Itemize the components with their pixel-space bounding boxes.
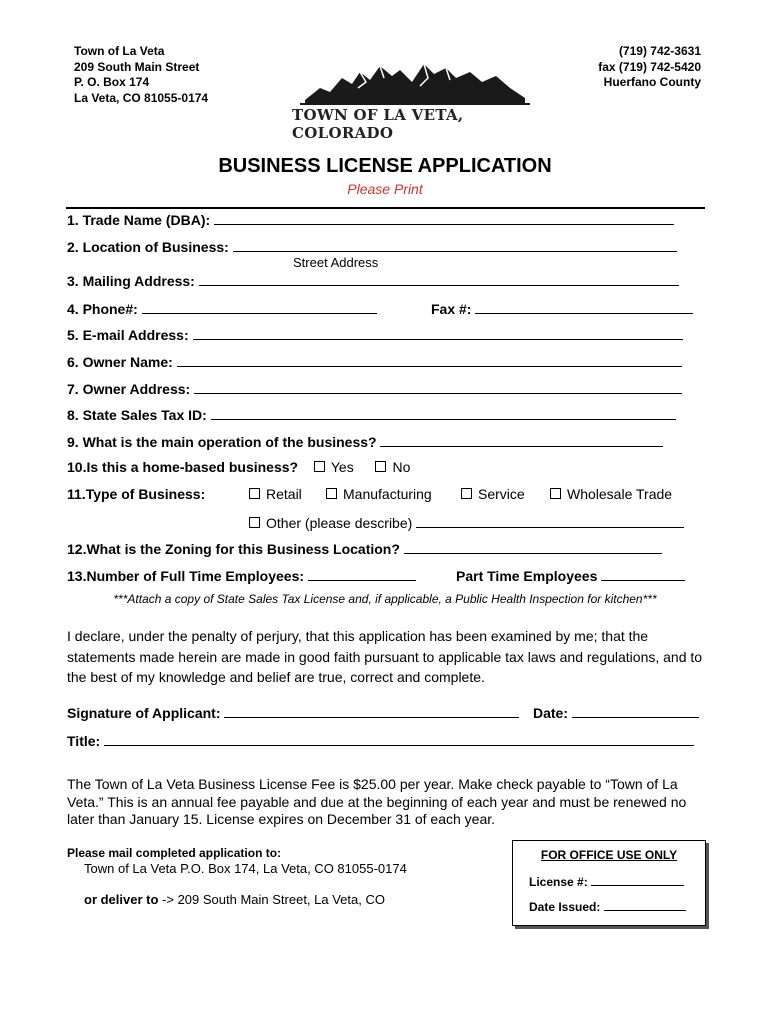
fax-row bbox=[431, 299, 693, 317]
page-title: BUSINESS LICENSE APPLICATION bbox=[218, 155, 552, 177]
license-number-label: License #: bbox=[529, 875, 588, 889]
sales-tax-field[interactable] bbox=[211, 405, 676, 420]
checkbox-icon bbox=[375, 461, 386, 472]
deliver-address: -> 209 South Main Street, La Veta, CO bbox=[158, 892, 385, 907]
checkbox-icon bbox=[314, 461, 325, 472]
mailing-label: 3. Mailing Address: bbox=[67, 273, 195, 289]
title-row bbox=[67, 731, 694, 749]
location-field[interactable] bbox=[233, 237, 677, 252]
po-box: P. O. Box 174 bbox=[74, 75, 150, 89]
operation-row bbox=[67, 432, 663, 450]
license-number-field[interactable] bbox=[591, 874, 684, 886]
date-label: Date: bbox=[533, 705, 569, 721]
part-time-field[interactable] bbox=[601, 566, 685, 581]
phone-row bbox=[67, 299, 377, 317]
mail-address: Town of La Veta P.O. Box 174, La Veta, CO 81055-0174 bbox=[84, 861, 407, 876]
title-field[interactable] bbox=[104, 731, 694, 746]
town-name: Town of La Veta bbox=[74, 44, 165, 58]
fax-label: Fax #: bbox=[431, 301, 472, 317]
county: Huerfano County bbox=[603, 75, 701, 89]
fax-field[interactable] bbox=[475, 299, 693, 314]
checkbox-icon bbox=[249, 488, 260, 499]
phone-label: 4. Phone#: bbox=[67, 301, 138, 317]
owner-address-row bbox=[67, 379, 682, 397]
town-address-block bbox=[74, 44, 208, 106]
street-address: 209 South Main Street bbox=[74, 59, 200, 74]
contact-block bbox=[598, 44, 701, 91]
owner-address-field[interactable] bbox=[194, 379, 682, 394]
home-based-row bbox=[67, 459, 410, 475]
mail-heading: Please mail completed application to: bbox=[67, 846, 282, 860]
type-service[interactable]: Service bbox=[461, 486, 525, 502]
trade-name-field[interactable] bbox=[214, 210, 674, 225]
date-issued-field[interactable] bbox=[604, 899, 686, 911]
fax-number: fax (719) 742-5420 bbox=[598, 59, 701, 74]
phone-number: (719) 742-3631 bbox=[618, 44, 701, 58]
full-time-label: 13.Number of Full Time Employees: bbox=[67, 568, 305, 584]
signature-label: Signature of Applicant: bbox=[67, 705, 221, 721]
business-type-label: 11.Type of Business: bbox=[67, 486, 206, 502]
license-number-row bbox=[513, 874, 705, 889]
checkbox-icon bbox=[249, 517, 260, 528]
sales-tax-row bbox=[67, 405, 676, 423]
declaration-text: I declare, under the penalty of perjury, that this application has been examined by me; that the statements made herein are made in good faith pursuant to applicable tax laws and regulations, and to the best of my knowledge and belief are true, correct and complete. bbox=[67, 628, 703, 685]
logo-text: TOWN OF LA VETA, COLORADO bbox=[292, 106, 464, 142]
location-label: 2. Location of Business: bbox=[67, 239, 229, 255]
fee-text: The Town of La Veta Business License Fee is $25.00 per year. Make check payable to “Town of La Veta.” This is an annual fee payable and due at the beginning of each year and must be renewed no later than January 15. License expires on December 31 of each year. bbox=[67, 776, 687, 827]
zoning-field[interactable] bbox=[404, 539, 662, 554]
title-divider bbox=[66, 207, 705, 209]
type-wholesale[interactable]: Wholesale Trade bbox=[550, 486, 672, 502]
operation-label: 9. What is the main operation of the business? bbox=[67, 434, 377, 450]
date-field[interactable] bbox=[572, 703, 699, 718]
date-issued-label: Date Issued: bbox=[529, 900, 601, 914]
type-manufacturing[interactable]: Manufacturing bbox=[326, 486, 432, 502]
date-issued-row bbox=[513, 899, 705, 914]
owner-name-row bbox=[67, 352, 682, 370]
office-use-box bbox=[512, 840, 706, 926]
part-time-label: Part Time Employees bbox=[456, 568, 598, 584]
phone-field[interactable] bbox=[142, 299, 377, 314]
office-heading: FOR OFFICE USE ONLY bbox=[540, 848, 678, 862]
zoning-label: 12.What is the Zoning for this Business Location? bbox=[67, 541, 400, 557]
checkbox-icon bbox=[461, 488, 472, 499]
part-time-row bbox=[456, 566, 685, 584]
full-time-row bbox=[67, 566, 416, 584]
signature-row bbox=[67, 703, 519, 721]
operation-field[interactable] bbox=[380, 432, 663, 447]
trade-name-row bbox=[67, 210, 674, 228]
home-based-no[interactable]: No bbox=[375, 459, 410, 475]
page-subtitle: Please Print bbox=[347, 181, 423, 197]
email-label: 5. E-mail Address: bbox=[67, 327, 189, 343]
other-describe-field[interactable] bbox=[416, 513, 684, 528]
attachment-note: ***Attach a copy of State Sales Tax License and, if applicable, a Public Health Inspection for kitchen*** bbox=[113, 592, 657, 606]
checkbox-icon bbox=[326, 488, 337, 499]
email-row bbox=[67, 325, 683, 343]
email-field[interactable] bbox=[193, 325, 683, 340]
checkbox-icon bbox=[550, 488, 561, 499]
type-retail[interactable]: Retail bbox=[249, 486, 302, 502]
sales-tax-label: 8. State Sales Tax ID: bbox=[67, 407, 207, 423]
mail-instructions bbox=[67, 845, 407, 908]
mailing-row bbox=[67, 271, 679, 289]
owner-name-label: 6. Owner Name: bbox=[67, 354, 173, 370]
owner-address-label: 7. Owner Address: bbox=[67, 381, 191, 397]
deliver-label: or deliver to bbox=[84, 892, 159, 907]
zoning-row bbox=[67, 539, 662, 557]
city-state-zip: La Veta, CO 81055-0174 bbox=[74, 90, 209, 105]
signature-field[interactable] bbox=[224, 703, 519, 718]
owner-name-field[interactable] bbox=[177, 352, 682, 367]
street-address-hint: Street Address bbox=[293, 255, 379, 270]
mailing-field[interactable] bbox=[199, 271, 679, 286]
home-based-label: 10.Is this a home-based business? bbox=[67, 459, 299, 475]
date-row bbox=[533, 703, 699, 721]
type-other[interactable]: Other (please describe) bbox=[249, 513, 684, 531]
deliver-line bbox=[67, 892, 407, 908]
full-time-field[interactable] bbox=[308, 566, 416, 581]
title-label: Title: bbox=[67, 733, 101, 749]
home-based-yes[interactable]: Yes bbox=[314, 459, 354, 475]
location-row bbox=[67, 237, 677, 255]
trade-name-label: 1. Trade Name (DBA): bbox=[67, 212, 211, 228]
